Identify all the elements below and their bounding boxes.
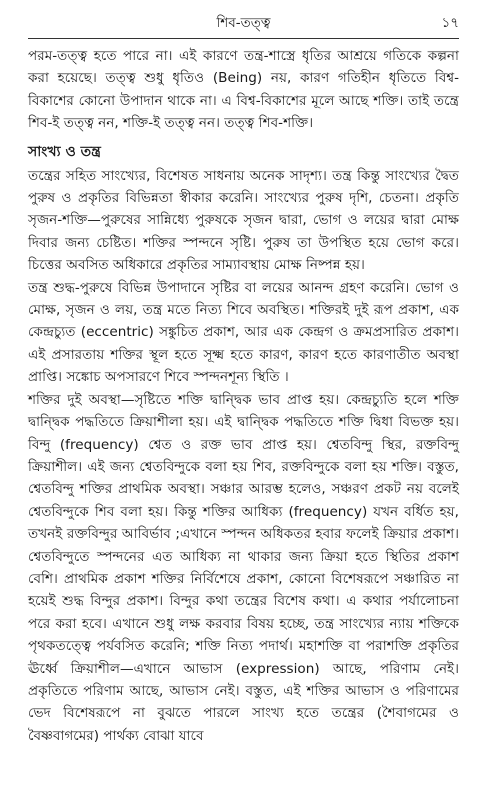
running-head: শিব-তত্ত্ব <box>216 15 271 31</box>
section-heading: সাংখ্য ও তন্ত্র <box>28 143 101 160</box>
paragraph-1: পরম-তত্ত্ব হতে পারে না। এই কারণে তন্ত্র-শাস্ত্রে ধৃতির আশ্রয়ে গতিকে কল্পনা করা হয়েছে। তত্ত্ব শুধু ধৃতিও (Being) নয়, কারণ গতিহীন ধৃতিতে বিশ্ব-বিকাশের কোনো উপাদান থাকে না। এ বিশ্ব-বিকাশের মূলে আছে শক্তি। তাই তন্ত্রে শিব-ই তত্ত্ব নন, শক্তি-ই তত্ত্ব নন। তত্ত্ব শিব-শক্তি। <box>28 48 459 132</box>
paragraph-2: তন্ত্রের সহিত সাংখ্যের, বিশেষত সাধনায় অনেক সাদৃশ্য। তন্ত্র কিন্তু সাংখ্যের দ্বৈত পুরুষ ও প্রকৃতির বিভিন্নতা স্বীকার করেনি। সাংখ্যের পুরুষ দৃশি, চেতনা। প্রকৃতি সৃজন-শক্তি—পুরুষের সান্নিধ্যে পুরুষকে সৃজন দ্বারা, ভোগ ও লয়ের দ্বারা মোক্ষ দিবার জন্য চেষ্টিত। শক্তির স্পন্দনে সৃষ্টি। পুরুষ তা উপস্থিত হয়ে ভোগ করে। চিত্তের অবসিত অধিকারে প্রকৃতির সাম্যাবস্থায় মোক্ষ নিষ্পন্ন হয়। <box>28 167 459 274</box>
page-number: ১৭ <box>441 15 459 31</box>
page-header <box>28 10 459 34</box>
body-text <box>28 45 459 747</box>
header-rule <box>28 38 459 39</box>
paragraph-4: শক্তির দুই অবস্থা—সৃষ্টিতে শক্তি দ্বান্দ্বিক ভাব প্রাপ্ত হয়। কেন্দ্রচ্যুতি হলে শক্তি দ্বান্দ্বিক পদ্ধতিতে ক্রিয়াশীলা হয়। এই দ্বান্দ্বিক পদ্ধতিতে শক্তি দ্বিধা বিভক্ত হয়। বিন্দু (frequency) শ্বেত ও রক্ত ভাব প্রাপ্ত হয়। শ্বেতবিন্দু স্থির, রক্তবিন্দু ক্রিয়াশীল। এই জন্য শ্বেতবিন্দুকে বলা হয় শিব, রক্তবিন্দুকে বলা হয় শক্তি। বস্তুত, শ্বেতবিন্দু শক্তির প্রাথমিক অবস্থা। সঞ্চার আরম্ভ হলেও, সঞ্চরণ প্রকট নয় বলেই শ্বেতবিন্দুকে শিব বলা হয়। কিন্তু শক্তির আধিক্য (frequency) যখন বর্ধিত হয়, তখনই রক্তবিন্দুর আবির্ভাব ;এখানে স্পন্দন অধিকতর হবার ফলেই ক্রিয়ার প্রকাশ। শ্বেতবিন্দুতে স্পন্দনের এত আধিক্য না থাকার জন্য ক্রিয়া হতে স্থিতির প্রকাশ বেশি। প্রাথমিক প্রকাশ শক্তির নির্বিশেষে প্রকাশ, কোনো বিশেষরূপে সঞ্চারিত না হয়েই শুদ্ধ বিন্দুর প্রকাশ। বিন্দুর কথা তন্ত্রের বিশেষ কথা। এ কথার পর্যালোচনা পরে করা হবে। এখানে শুধু লক্ষ করবার বিষয় হচ্ছে, তন্ত্র সাংখ্যের ন্যায় শক্তিকে পৃথকতত্ত্বে পর্যবসিত করেনি; শক্তি নিত্য পদার্থ। মহাশক্তি বা পরাশক্তি প্রকৃতির ঊর্ধ্বে ক্রিয়াশীল—এখানে আভাস (expression) আছে, পরিণাম নেই। প্রকৃতিতে পরিণাম আছে, আভাস নেই। বস্তুত, এই শক্তির আভাস ও পরিণামের ভেদ বিশেষরূপে না বুঝতে পারলে সাংখ্য হতে তন্ত্রের (শৈবাগমের ও বৈষ্ণবাগমের) পার্থক্য বোঝা যাবে <box>28 391 459 744</box>
paragraph-3: তন্ত্র শুদ্ধ-পুরুষে বিভিন্ন উপাদানে সৃষ্টির বা লয়ের আনন্দ গ্রহণ করেনি। ভোগ ও মোক্ষ, সৃজন ও লয়, তন্ত্র মতে নিত্য শিবে অবস্থিত। শক্তিরই দুই রূপ প্রকাশ, এক কেন্দ্রচ্যুত (eccentric) সঙ্কুচিত প্রকাশ, আর এক কেন্দ্রগ ও ক্রমপ্রসারিত প্রকাশ। এই প্রসারতায় শক্তির স্থূল হতে সূক্ষ্ম হতে কারণ, কারণ হতে কারণাতীত অবস্থা প্রাপ্তি। সঙ্কোচ অপসারণে শিবে স্পন্দনশূন্য স্থিতি । <box>28 279 459 386</box>
